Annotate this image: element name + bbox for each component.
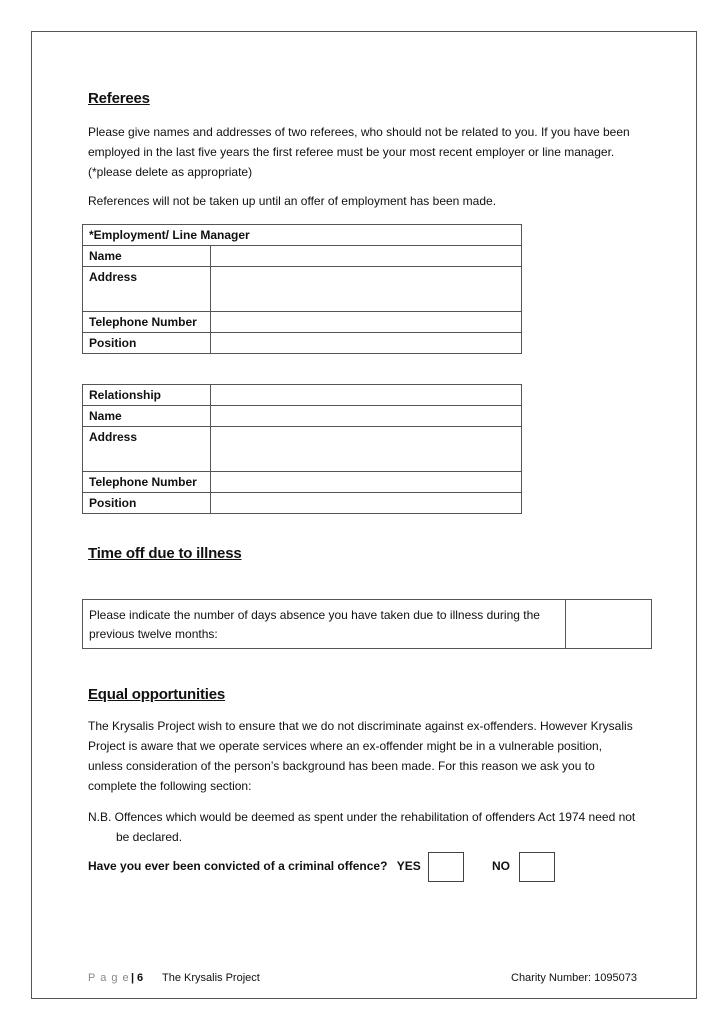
footer-organisation: The Krysalis Project xyxy=(162,972,260,984)
referee-table-2 xyxy=(82,384,522,514)
referee2-name-label: Name xyxy=(83,406,211,427)
illness-table xyxy=(82,599,652,649)
referee2-name-field[interactable] xyxy=(211,406,522,427)
referee1-position-label: Position xyxy=(83,333,211,354)
footer-page-number: 6 xyxy=(137,972,144,984)
footer-charity-number: Charity Number: 1095073 xyxy=(511,972,637,984)
referee2-relationship-label: Relationship xyxy=(83,385,211,406)
referee2-telephone-field[interactable] xyxy=(211,472,522,493)
equal-line2: Project is aware that we operate services where an ex-offender might be in a vulnerable position, xyxy=(88,739,603,753)
footer-page-word: P a g e xyxy=(88,972,130,984)
footer-page-separator: | xyxy=(131,972,135,984)
conviction-question xyxy=(88,859,421,873)
referee2-position-field[interactable] xyxy=(211,493,522,514)
referees-note: References will not be taken up until an offer of employment has been made. xyxy=(88,194,497,208)
illness-heading: Time off due to illness xyxy=(88,545,242,562)
no-label: NO xyxy=(492,859,510,873)
referee2-address-label: Address xyxy=(83,427,211,472)
no-checkbox[interactable] xyxy=(519,852,555,882)
equal-line3: unless consideration of the person’s background has been made. For this reason we ask you to xyxy=(88,759,595,773)
equal-line1: The Krysalis Project wish to ensure that we do not discriminate against ex-offenders. However Krysalis xyxy=(88,719,633,733)
referees-heading: Referees xyxy=(88,90,150,107)
equal-line4: complete the following section: xyxy=(88,779,252,793)
illness-days-field[interactable] xyxy=(565,600,652,648)
referee1-name-label: Name xyxy=(83,246,211,267)
equal-opportunities-text xyxy=(88,716,648,796)
equal-opportunities-heading: Equal opportunities xyxy=(88,686,226,703)
referee2-position-label: Position xyxy=(83,493,211,514)
referee2-telephone-label: Telephone Number xyxy=(83,472,211,493)
conviction-question-text: Have you ever been convicted of a criminal offence? xyxy=(88,859,388,873)
referee1-address-label: Address xyxy=(83,267,211,312)
referee1-telephone-field[interactable] xyxy=(211,312,522,333)
referee1-address-field[interactable] xyxy=(211,267,522,312)
nb-line1: N.B. Offences which would be deemed as spent under the rehabilitation of offenders Act 1974 need not xyxy=(88,810,636,824)
referee2-address-field[interactable] xyxy=(211,427,522,472)
illness-question-line2: previous twelve months: xyxy=(89,627,218,641)
referees-intro xyxy=(88,122,648,182)
referees-intro-line3: (*please delete as appropriate) xyxy=(88,165,253,179)
nb-note xyxy=(88,807,648,847)
referee1-header: *Employment/ Line Manager xyxy=(83,225,522,246)
illness-question xyxy=(89,606,559,644)
referee2-relationship-field[interactable] xyxy=(211,385,522,406)
yes-checkbox[interactable] xyxy=(428,852,464,882)
referee-table-1 xyxy=(82,224,522,354)
nb-line2: be declared. xyxy=(116,830,183,844)
referee1-name-field[interactable] xyxy=(211,246,522,267)
referee1-telephone-label: Telephone Number xyxy=(83,312,211,333)
referees-intro-line2: employed in the last five years the first referee must be your most recent employer or line manager. xyxy=(88,145,615,159)
referees-intro-line1: Please give names and addresses of two referees, who should not be related to you. If you have been xyxy=(88,125,630,139)
referee1-position-field[interactable] xyxy=(211,333,522,354)
yes-label: YES xyxy=(396,859,421,873)
illness-question-line1: Please indicate the number of days absence you have taken due to illness during the xyxy=(89,608,540,622)
